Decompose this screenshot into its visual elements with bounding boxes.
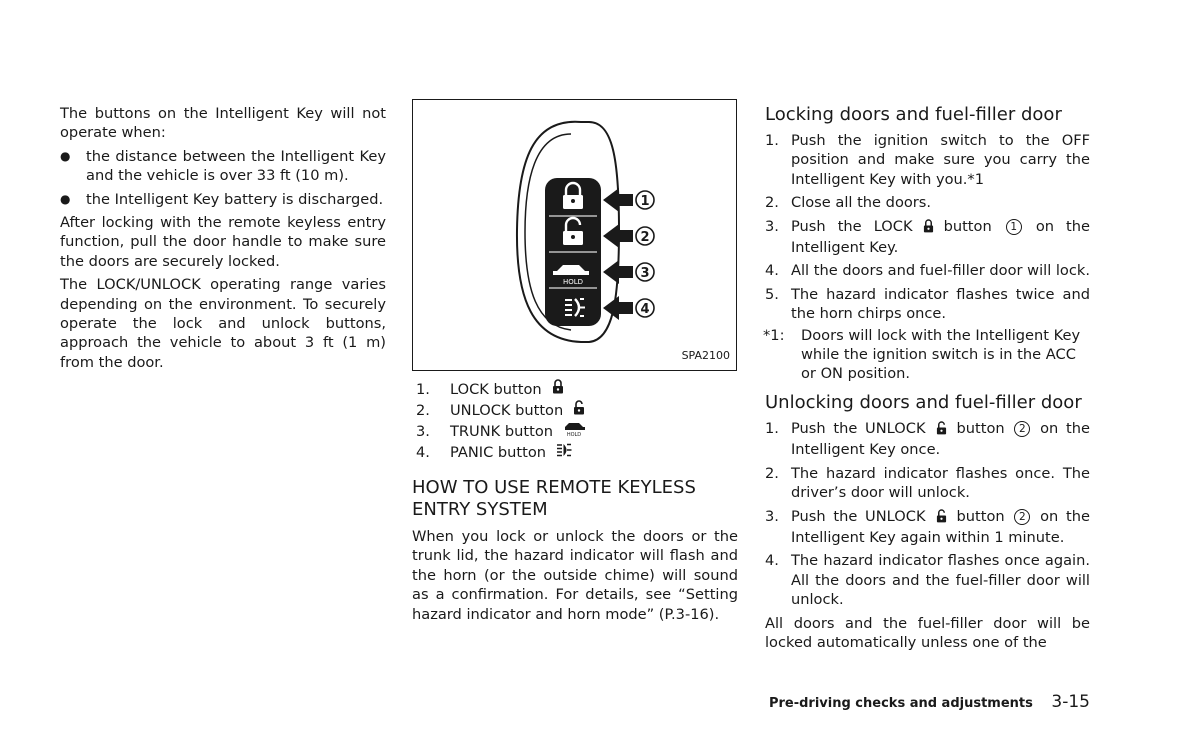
list-item: 2. UNLOCK button [412, 400, 738, 421]
callout-3: 3 [640, 266, 650, 281]
paragraph: After locking with the remote keyless entry function, pull the door handle to make sure the doors are securely locked. [60, 214, 386, 270]
paragraph: The LOCK/UNLOCK operating range varies depending on the environment. To securely operate the lock and unlock buttons, approach the vehicle to about 3 ft (1 m) from the door. [60, 276, 386, 371]
list-item: 5. The hazard indicator flashes twice and the horn chirps once. [765, 285, 1090, 323]
callout-ref-1: 1 [1006, 219, 1022, 235]
list-item: 3. Push the UNLOCK button 2 on the Intelligent Key again within 1 minute. [765, 507, 1090, 546]
callout-1: 1 [640, 194, 650, 209]
button-list [412, 379, 738, 463]
page-footer [769, 692, 1090, 712]
page-number: 3-15 [1051, 692, 1090, 712]
list-item: 4. PANIC button [412, 442, 738, 463]
figure-caption: SPA2100 [681, 348, 730, 362]
section-title: Pre-driving checks and adjustments [768, 696, 1033, 711]
subsection-heading: Unlocking doors and fuel-filler door [765, 391, 1082, 413]
callout-2: 2 [640, 230, 650, 245]
unlock-icon [573, 400, 585, 420]
section-heading: HOW TO USE REMOTE KEYLESS ENTRY SYSTEM [412, 477, 696, 520]
middle-column [412, 99, 738, 628]
bullet-dot-icon: ● [60, 191, 71, 206]
bullet-text: the distance between the Intelligent Key and the vehicle is over 33 ft (10 m). [86, 147, 386, 185]
bullet-dot-icon: ● [60, 148, 71, 163]
callout-ref-2: 2 [1014, 509, 1030, 525]
svg-text:HOLD: HOLD [562, 278, 584, 286]
lock-icon [923, 219, 934, 238]
list-item: 1. Push the ignition switch to the OFF position and make sure you carry the Intelligent Key with you.*1 [765, 132, 1090, 188]
key-fob-illustration [413, 100, 736, 370]
callout-ref-2: 2 [1014, 421, 1030, 437]
list-item: 3. Push the LOCK button 1 on the Intelligent Key. [765, 217, 1091, 257]
callout-4: 4 [640, 302, 650, 317]
panic-icon [556, 443, 572, 462]
bullet-text: the Intelligent Key battery is discharged. [86, 190, 384, 208]
list-item: 4. The hazard indicator flashes once again. All the doors and the fuel-filler door will unlock. [765, 552, 1090, 609]
list-item: 4. All the doors and fuel-filler door will lock. [765, 262, 1090, 280]
list-item: 3. TRUNK button HOLD [412, 421, 738, 442]
unlock-icon [936, 509, 947, 528]
left-column [60, 104, 386, 376]
trunk-icon [563, 421, 585, 442]
paragraph: When you lock or unlock the doors or the trunk lid, the hazard indicator will flash and the horn (or the outside chime) will sound as a confirmation. For details, see “Setting hazard indicator and horn mode” (P.3-16). [412, 528, 738, 623]
list-item: 2. The hazard indicator flashes once. The driver’s door will unlock. [765, 464, 1090, 502]
right-column [765, 104, 1090, 656]
svg-text:HOLD: HOLD [566, 431, 582, 437]
subsection-heading: Locking doors and fuel-filler door [765, 104, 1062, 125]
footnote: *1: Doors will lock with the Intelligent Key while the ignition switch is in the ACC or ON position. [763, 326, 1081, 383]
bullet-item [60, 190, 386, 209]
paragraph: All doors and the fuel-filler door will be locked automatically unless one of the [765, 614, 1090, 651]
list-item: 2. Close all the doors. [765, 194, 932, 212]
list-item: 1. LOCK button [412, 379, 738, 400]
key-fob-figure [412, 99, 737, 371]
lock-icon [552, 379, 564, 399]
intro-text: The buttons on the Intelligent Key will not operate when: [60, 105, 386, 142]
unlock-icon [936, 421, 947, 440]
bullet-item [60, 147, 386, 186]
list-item: 1. Push the UNLOCK button 2 on the Intelligent Key once. [765, 419, 1090, 459]
